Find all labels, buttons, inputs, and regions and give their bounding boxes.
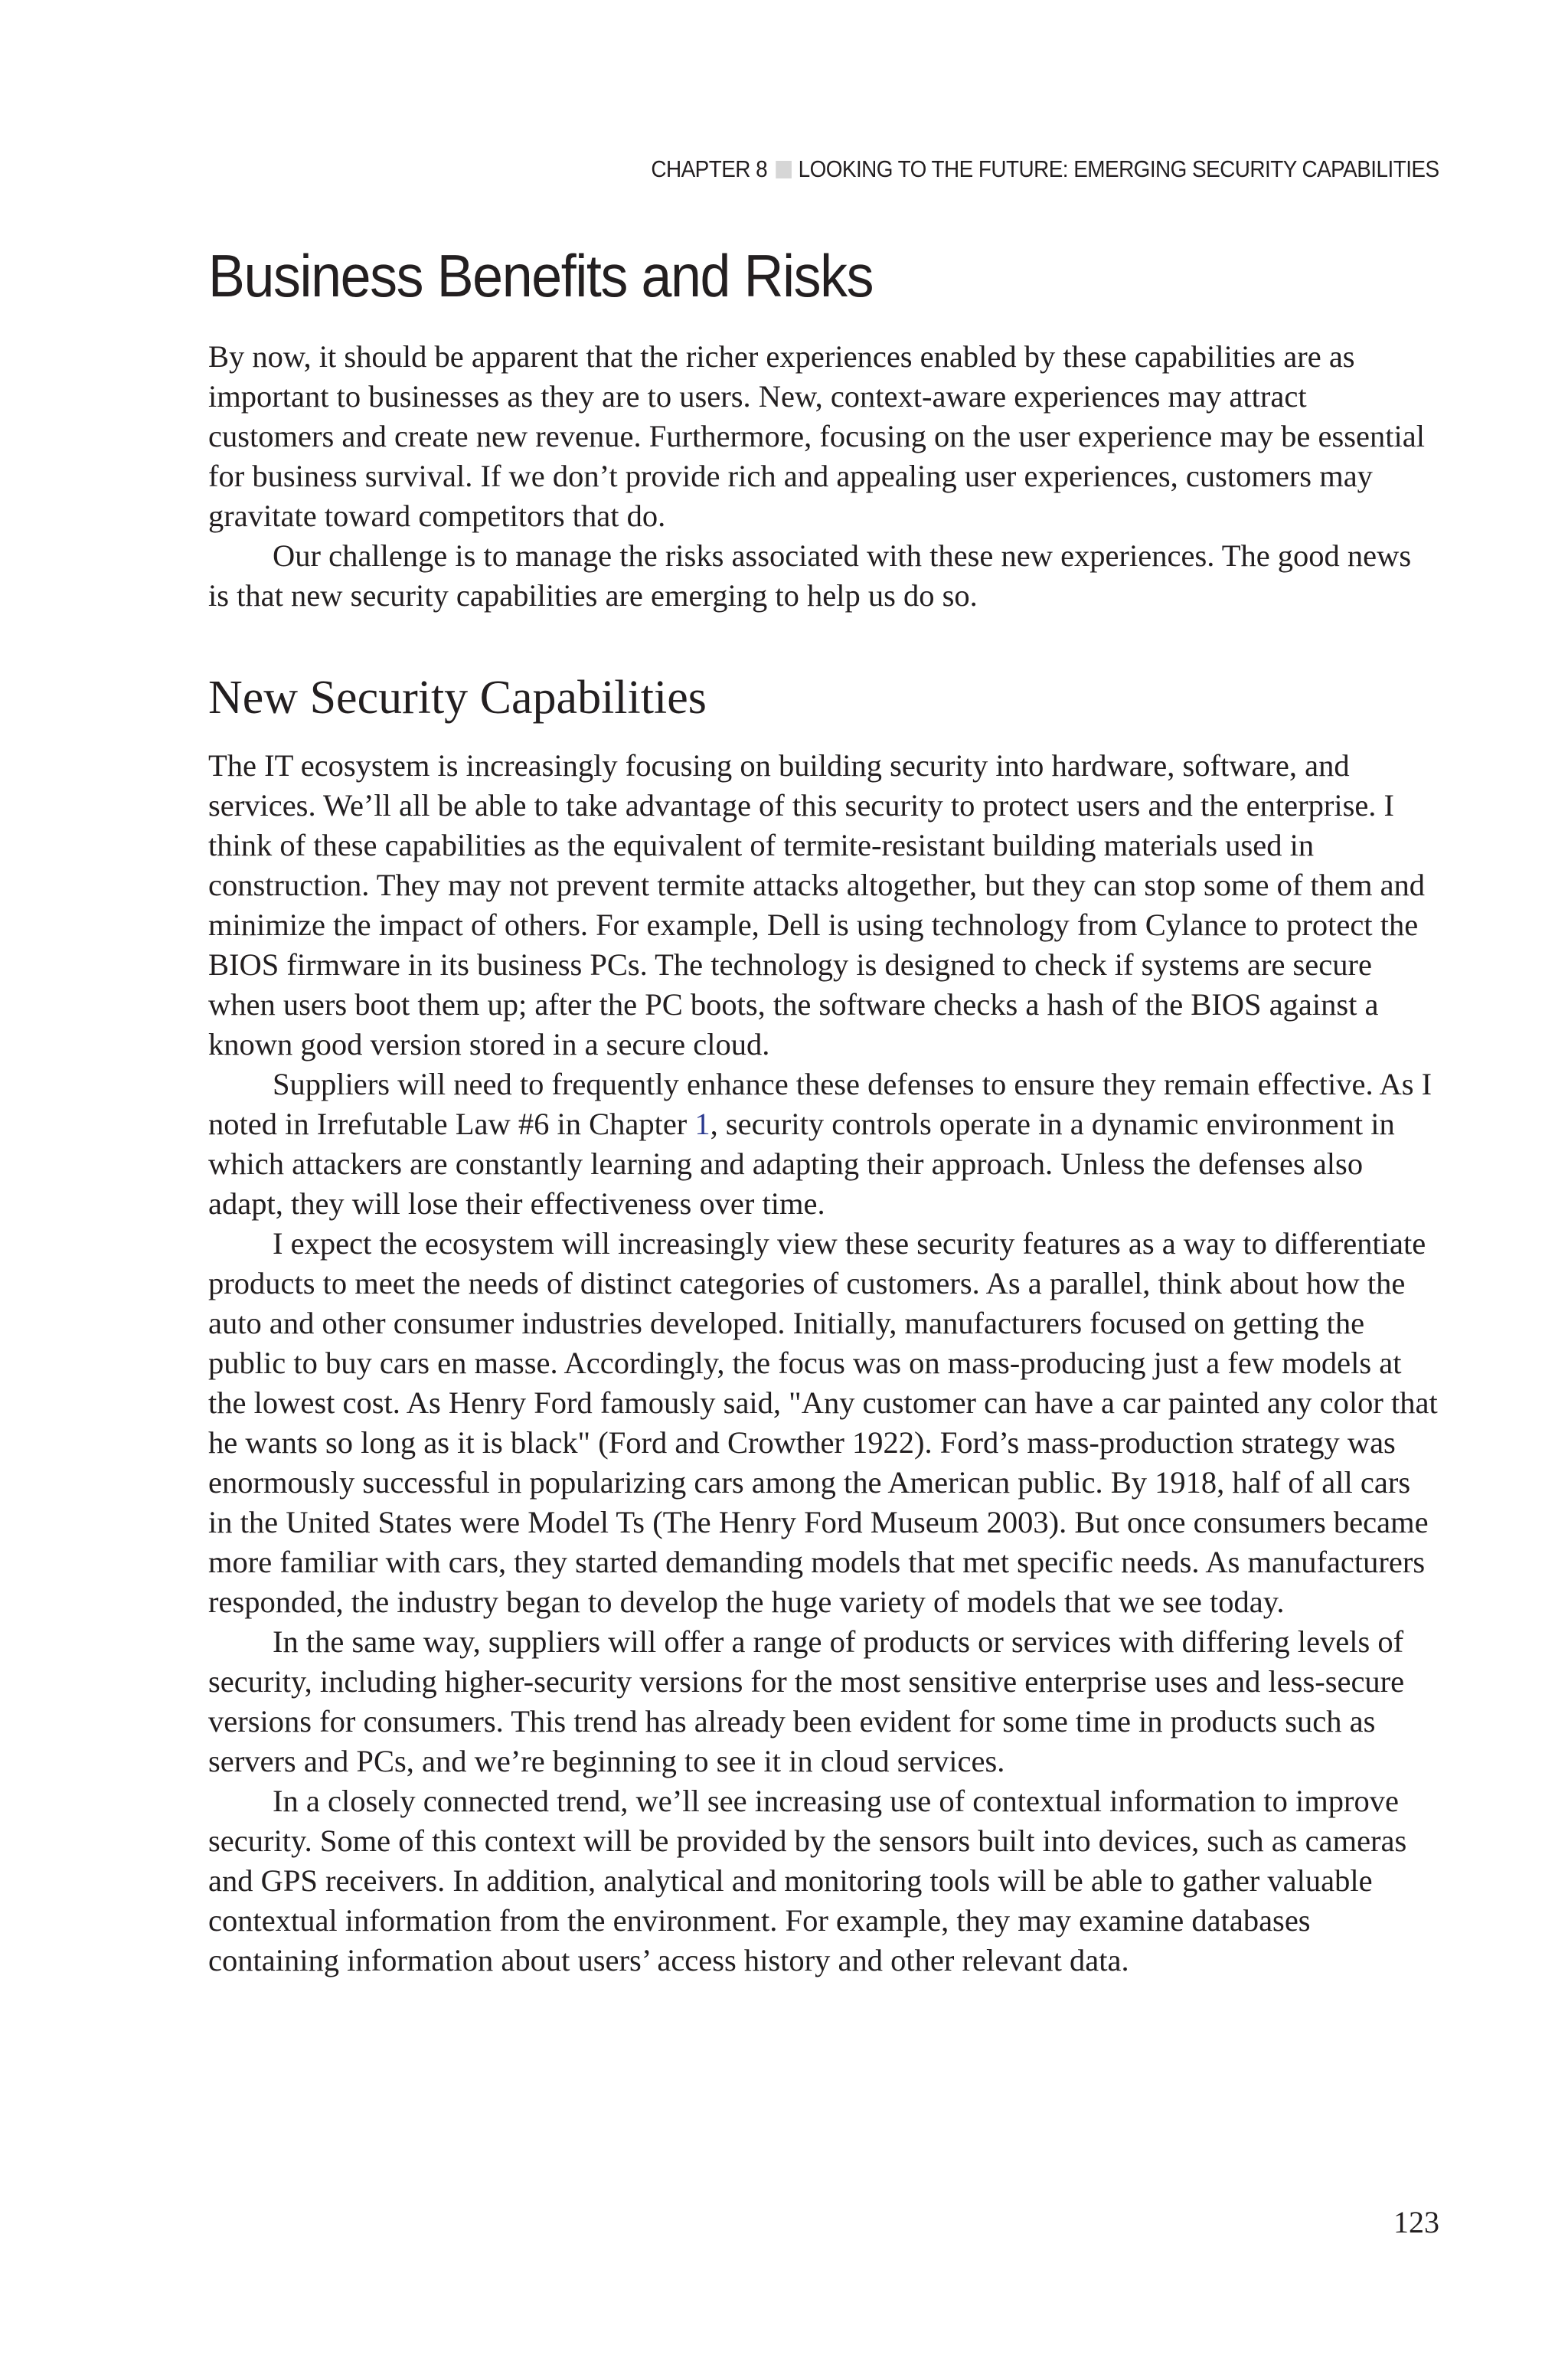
page-number: 123 <box>1393 2205 1439 2239</box>
paragraph: In the same way, suppliers will offer a range of products or services with differing levels of security, including higher-security versions for the most sensitive enterprise uses and less-secure versions for consumers. This trend has already been evident for some time in products such as servers and PCs, and we’re beginning to see it in cloud services. <box>208 1624 1405 1778</box>
paragraph: The IT ecosystem is increasingly focusing on building security into hardware, software, and services. We’ll all be able to take advantage of this security to protect users and the enterprise. I think of these capabilities as the equivalent of termite-resistant building materials used in construction. They may not prevent termite attacks altogether, but they can stop some of them and minimize the impact of others. For example, Dell is using technology from Cylance to protect the BIOS firmware in its business PCs. The technology is designed to check if systems are secure when users boot them up; after the PC boots, the software checks a hash of the BIOS against a known good version stored in a secure cloud. <box>208 748 1426 1061</box>
page-body <box>208 230 1439 1981</box>
paragraph-text: , security controls operate in a dynamic environment in which attackers are constantly learning and adapting their approach. Unless the defenses also adapt, they will lose their effectiveness over time. <box>208 1107 1395 1221</box>
paragraph: In a closely connected trend, we’ll see increasing use of contextual information to improve security. Some of this context will be provided by the sensors built into devices, such as cameras and GPS receivers. In addition, analytical and monitoring tools will be able to gather valuable contextual information from the environment. For example, they may examine databases containing information about users’ access history and other relevant data. <box>208 1784 1407 1977</box>
paragraph: Our challenge is to manage the risks associated with these new experiences. The good news is that new security capabilities are emerging to help us do so. <box>208 538 1412 613</box>
paragraph: By now, it should be apparent that the richer experiences enabled by these capabilities are as important to businesses as they are to users. New, context-aware experiences may attract customers and create new revenue. Furthermore, focusing on the user experience may be essential for business survival. If we don’t provide rich and appealing user experiences, customers may gravitate toward competitors that do. <box>208 339 1425 533</box>
running-head <box>652 155 1439 183</box>
running-head-separator <box>776 161 792 178</box>
paragraph: I expect the ecosystem will increasingly view these security features as a way to differentiate products to meet the needs of distinct categories of customers. As a parallel, think about how the auto and other consumer industries developed. Initially, manufacturers focused on getting the public to buy cars en masse. Accordingly, the focus was on mass-producing just a few models at the lowest cost. As Henry Ford famously said, "Any customer can have a car painted any color that he wants so long as it is black" (Ford and Crowther 1922). Ford’s mass-production strategy was enormously successful in popularizing cars among the American public. By 1918, half of all cars in the United States were Model Ts (The Henry Ford Museum 2003). But once consumers became more familiar with cars, they started demanding models that met specific needs. As manufacturers responded, the industry began to develop the huge variety of models that we see today. <box>208 1226 1438 1619</box>
section-heading-new-security-capabilities: New Security Capabilities <box>208 672 707 724</box>
paragraph-text: Suppliers will need to frequently enhance these defenses to ensure they remain effective. As I noted in Irrefutable Law #6 in Chapter <box>208 1067 1432 1141</box>
running-head-title: LOOKING TO THE FUTURE: EMERGING SECURITY CAPABILITIES <box>799 155 1439 182</box>
paragraph <box>208 1065 1439 1224</box>
section-heading-business-benefits: Business Benefits and Risks <box>208 242 874 309</box>
chapter-link[interactable]: 1 <box>694 1107 710 1141</box>
running-head-chapter: CHAPTER 8 <box>651 155 768 182</box>
